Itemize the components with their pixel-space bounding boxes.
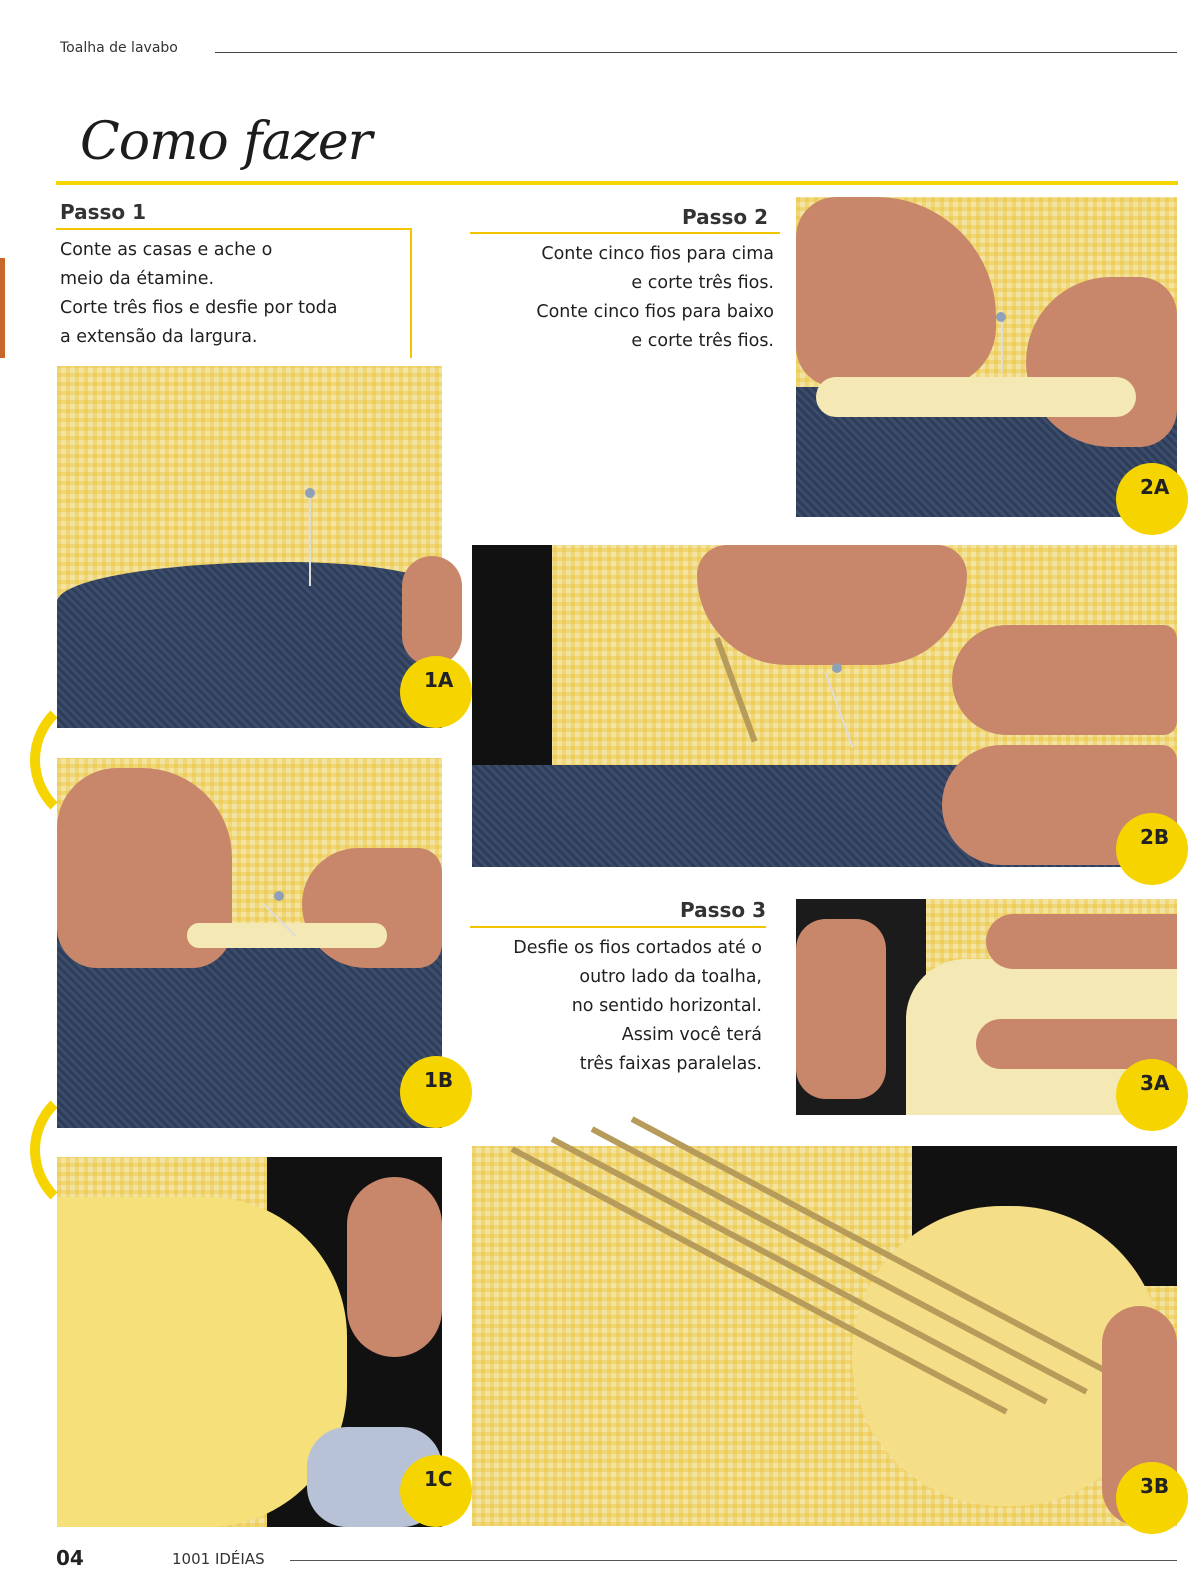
photo-label-2a: 2A [1116, 463, 1188, 535]
photo-label-2b: 2B [1116, 813, 1188, 885]
photo-label-3a: 3A [1116, 1059, 1188, 1131]
magazine-name: 1001 IDÉIAS [172, 1550, 265, 1568]
running-title: Toalha de lavabo [60, 40, 178, 56]
photo-label-1a: 1A [400, 656, 472, 728]
page-number: 04 [56, 1546, 84, 1570]
photo-1c [57, 1157, 453, 1527]
step-1-rule-vertical [410, 228, 412, 358]
step-2-rule [470, 232, 780, 234]
step-3-text: Desfie os fios cortados até o outro lado da toalha, no sentido horizontal. Assim você terá três faixas paralelas. [513, 938, 762, 1074]
photo-1b [57, 758, 454, 1128]
photo-label-1b: 1B [400, 1056, 472, 1128]
step-3-heading: Passo 3 [680, 898, 767, 922]
step-2-text: Conte cinco fios para cima e corte três fios. Conte cinco fios para baixo e corte três fios. [536, 244, 774, 351]
photo-2b [472, 545, 1177, 867]
photo-3a [796, 899, 1177, 1115]
photo-3b [472, 1146, 1177, 1526]
photo-2a [796, 197, 1177, 517]
footer-rule [290, 1560, 1177, 1561]
photo-1a [57, 366, 454, 728]
title-underline [56, 181, 1178, 185]
step-1-heading: Passo 1 [60, 200, 147, 224]
page-title: Como fazer [80, 112, 372, 172]
photo-label-3b: 3B [1116, 1462, 1188, 1534]
page-edge-tab [0, 258, 5, 358]
step-2-heading: Passo 2 [682, 205, 769, 229]
photo-label-1c: 1C [400, 1455, 472, 1527]
step-3-rule [470, 926, 766, 928]
header-rule [215, 52, 1177, 53]
step-1-rule [56, 228, 412, 230]
step-1-text: Conte as casas e ache o meio da étamine. Corte três fios e desfie por toda a extensão da largura. [60, 240, 338, 347]
